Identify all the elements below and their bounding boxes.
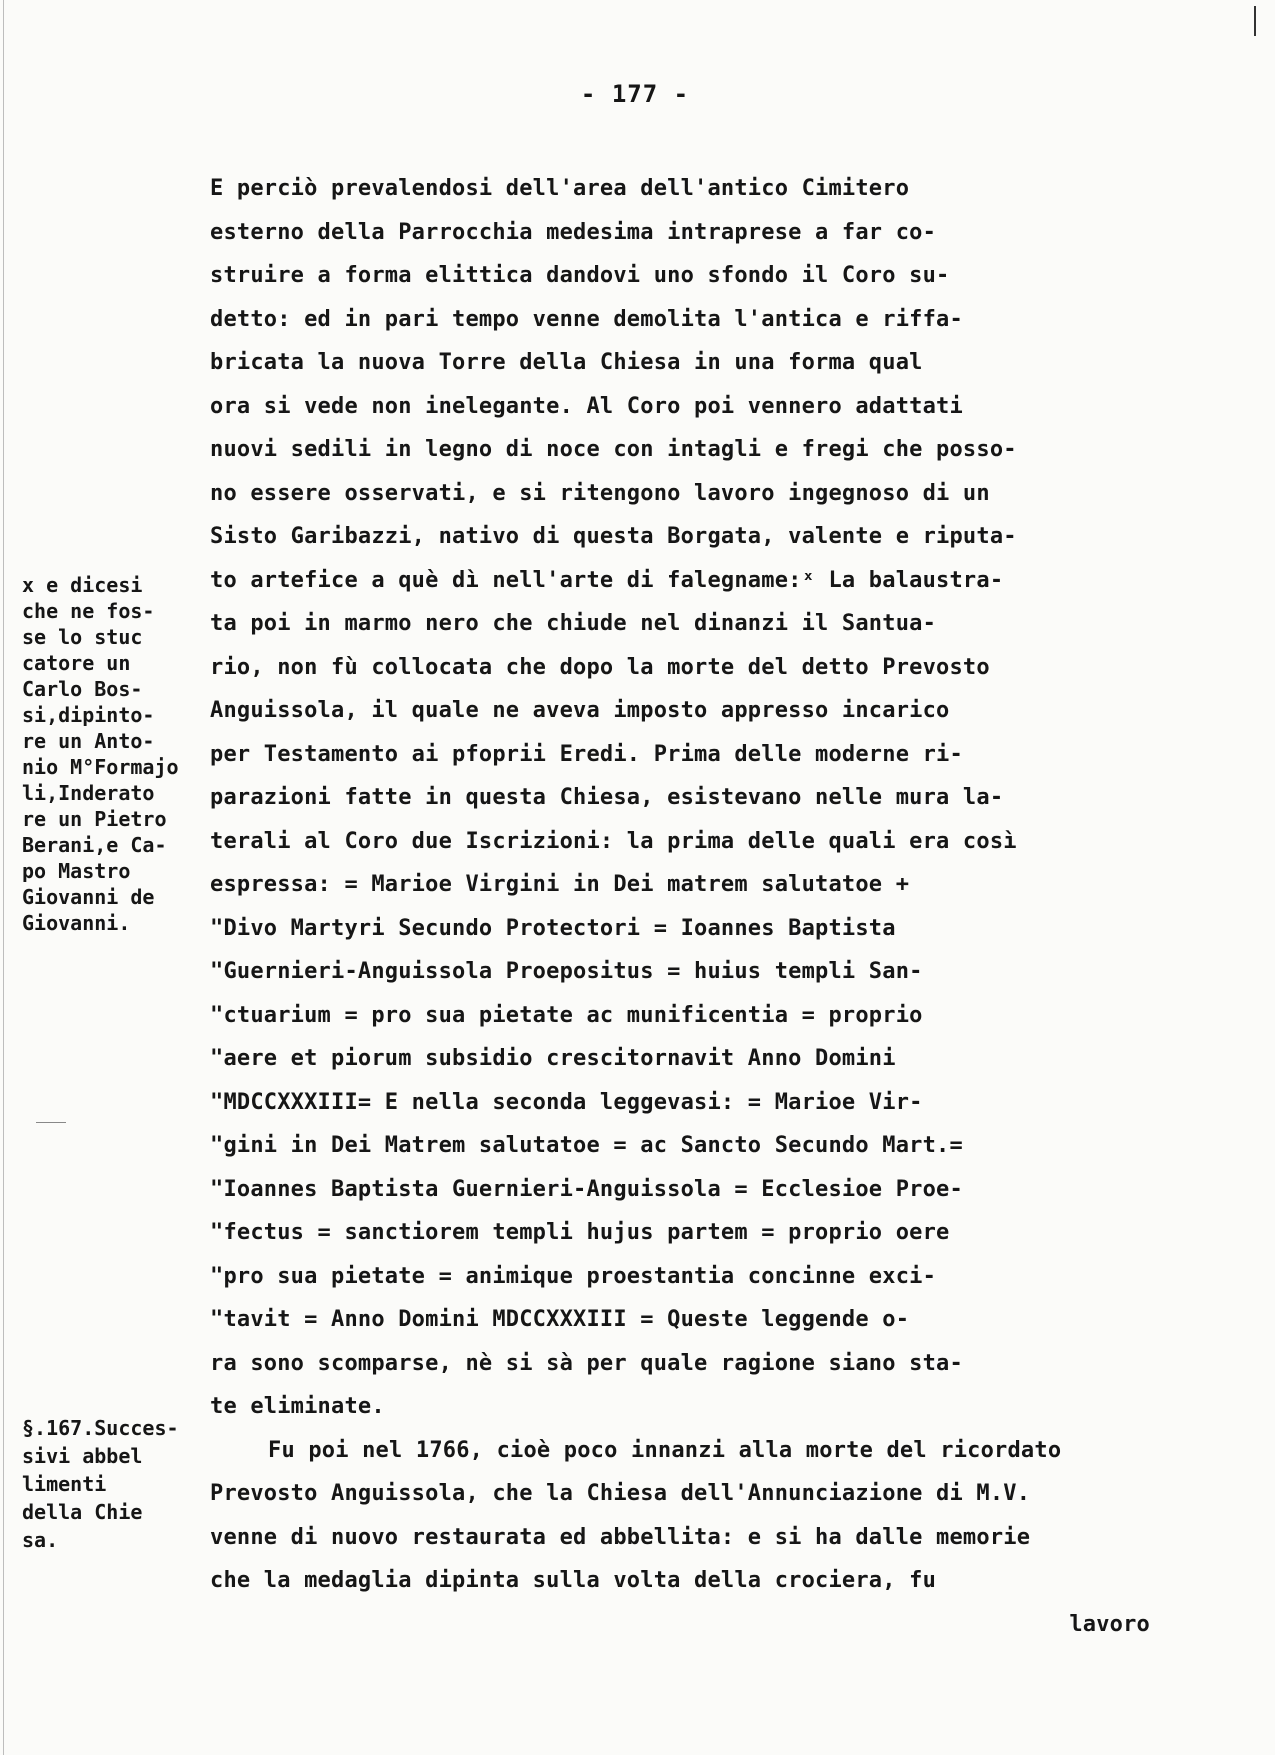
text-line: parazioni fatte in questa Chiesa, esistevano nelle mura la- bbox=[210, 785, 1004, 810]
text-line: Fu poi nel 1766, cioè poco innanzi alla morte del ricordato bbox=[268, 1437, 1062, 1463]
text-line: "MDCCXXXIII= E nella seconda leggevasi: = Marioe Vir- bbox=[210, 1089, 923, 1115]
body-text bbox=[210, 167, 1210, 1646]
text-line: nuovi sedili in legno di noce con intagli e fregi che posso- bbox=[210, 437, 1017, 462]
text-line: Prevosto Anguissola, che la Chiesa dell'Annunciazione di M.V. bbox=[210, 1481, 1031, 1506]
text-line: ra sono scomparse, nè si sà per quale ragione siano sta- bbox=[210, 1350, 963, 1376]
text-line: terali al Coro due Iscrizioni: la prima delle quali era così bbox=[210, 828, 1017, 854]
text-line: E perciò prevalendosi dell'area dell'antico Cimitero bbox=[210, 176, 910, 201]
text-line: "gini in Dei Matrem salutatoe = ac Sancto Secundo Mart.= bbox=[210, 1133, 963, 1158]
text-line: "Ioannes Baptista Guernieri-Anguissola = Ecclesioe Proe- bbox=[210, 1176, 963, 1202]
text-line: ora si vede non inelegante. Al Coro poi vennero adattati bbox=[210, 393, 963, 419]
text-line: "fectus = sanctiorem templi hujus partem = proprio oere bbox=[210, 1220, 950, 1245]
text-line: Sisto Garibazzi, nativo di questa Borgata, valente e riputa- bbox=[210, 524, 1017, 549]
corner-mark bbox=[1254, 6, 1256, 36]
text-line: detto: ed in pari tempo venne demolita l'antica e riffa- bbox=[210, 306, 963, 332]
text-line: "Divo Martyri Secundo Protectori = Ioannes Baptista bbox=[210, 915, 896, 941]
left-edge-rule bbox=[3, 0, 4, 1755]
text-line: to artefice a què dì nell'arte di falegname:ˣ La balaustra- bbox=[210, 567, 1004, 593]
text-line: rio, non fù collocata che dopo la morte del detto Prevosto bbox=[210, 654, 990, 680]
text-line: "Guernieri-Anguissola Proepositus = huius templi San- bbox=[210, 959, 923, 984]
text-line: "aere et piorum subsidio crescitornavit Anno Domini bbox=[210, 1046, 896, 1071]
text-line: te eliminate. bbox=[210, 1394, 385, 1419]
text-line: bricata la nuova Torre della Chiesa in una forma qual bbox=[210, 350, 923, 375]
text-line: "tavit = Anno Domini MDCCXXXIII = Queste leggende o- bbox=[210, 1307, 910, 1332]
text-line: espressa: = Marioe Virgini in Dei matrem salutatoe + bbox=[210, 872, 910, 897]
margin-mark bbox=[36, 1122, 66, 1123]
catchword: lavoro bbox=[1069, 1611, 1150, 1637]
text-line: ta poi in marmo nero che chiude nel dinanzi il Santua- bbox=[210, 611, 937, 636]
text-line: "pro sua pietate = animique proestantia concinne exci- bbox=[210, 1263, 937, 1289]
text-line: "ctuarium = pro sua pietate ac munificentia = proprio bbox=[210, 1002, 923, 1028]
text-line: venne di nuovo restaurata ed abbellita: e si ha dalle memorie bbox=[210, 1524, 1031, 1550]
text-line: Anguissola, il quale ne aveva imposto appresso incarico bbox=[210, 698, 950, 723]
text-line: no essere osservati, e si ritengono lavoro ingegnoso di un bbox=[210, 480, 990, 506]
page-number: - 177 - bbox=[580, 80, 690, 108]
text-line: struire a forma elittica dandovi uno sfondo il Coro su- bbox=[210, 263, 950, 288]
margin-note-section-167: §.167.Succes- sivi abbel limenti della Chie sa. bbox=[22, 1416, 179, 1552]
text-line: esterno della Parrocchia medesima intraprese a far co- bbox=[210, 219, 937, 245]
margin-note-artisans: x e dicesi che ne fos- se lo stuc catore un Carlo Bos- si,dipinto- re un Anto- nio M°Formajo li,Inderato re un Pietro Berani,e Ca- po Mastro Giovanni de Giovanni. bbox=[22, 573, 179, 935]
text-line: che la medaglia dipinta sulla volta della crociera, fu bbox=[210, 1568, 937, 1593]
text-line: per Testamento ai pfoprii Eredi. Prima delle moderne ri- bbox=[210, 741, 963, 767]
